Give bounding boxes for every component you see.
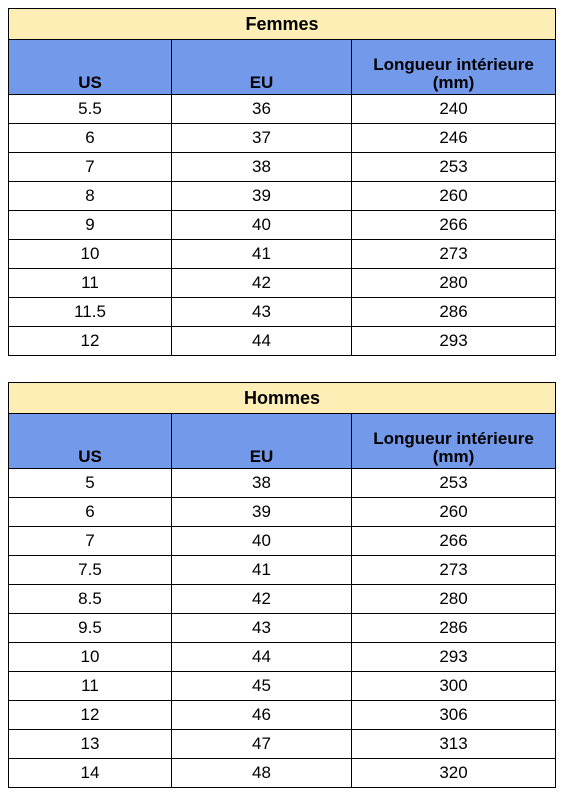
table-row — [9, 527, 556, 556]
cell-us: 6 — [9, 498, 172, 527]
cell-us: 7 — [9, 153, 172, 182]
table-row — [9, 643, 556, 672]
cell-us: 9.5 — [9, 614, 172, 643]
cell-eu: 40 — [172, 527, 352, 556]
cell-eu: 44 — [172, 327, 352, 356]
cell-eu: 47 — [172, 730, 352, 759]
size-table-femmes — [8, 8, 556, 356]
table-row — [9, 672, 556, 701]
table-row — [9, 95, 556, 124]
cell-eu: 41 — [172, 556, 352, 585]
cell-eu: 44 — [172, 643, 352, 672]
table-title: Hommes — [9, 383, 556, 414]
cell-length: 260 — [352, 498, 556, 527]
table-row — [9, 327, 556, 356]
cell-length: 246 — [352, 124, 556, 153]
column-header-length: Longueur intérieure (mm) — [352, 414, 556, 469]
table-row — [9, 124, 556, 153]
cell-us: 5 — [9, 469, 172, 498]
cell-us: 11 — [9, 269, 172, 298]
cell-us: 6 — [9, 124, 172, 153]
cell-eu: 39 — [172, 498, 352, 527]
cell-length: 313 — [352, 730, 556, 759]
cell-eu: 39 — [172, 182, 352, 211]
cell-us: 8 — [9, 182, 172, 211]
cell-eu: 37 — [172, 124, 352, 153]
cell-length: 266 — [352, 527, 556, 556]
table-row — [9, 498, 556, 527]
cell-length: 273 — [352, 240, 556, 269]
cell-length: 286 — [352, 614, 556, 643]
table-row — [9, 469, 556, 498]
cell-us: 5.5 — [9, 95, 172, 124]
cell-eu: 38 — [172, 469, 352, 498]
table-row — [9, 298, 556, 327]
table-row — [9, 182, 556, 211]
table-row — [9, 269, 556, 298]
cell-eu: 41 — [172, 240, 352, 269]
cell-length: 273 — [352, 556, 556, 585]
table-title: Femmes — [9, 9, 556, 40]
cell-length: 293 — [352, 327, 556, 356]
table-row — [9, 730, 556, 759]
cell-eu: 43 — [172, 298, 352, 327]
size-table-hommes — [8, 382, 556, 788]
cell-eu: 40 — [172, 211, 352, 240]
cell-us: 11.5 — [9, 298, 172, 327]
cell-length: 320 — [352, 759, 556, 788]
table-row — [9, 614, 556, 643]
column-header-eu: EU — [172, 414, 352, 469]
table-row — [9, 585, 556, 614]
table-row — [9, 759, 556, 788]
cell-eu: 43 — [172, 614, 352, 643]
cell-eu: 42 — [172, 269, 352, 298]
cell-us: 9 — [9, 211, 172, 240]
column-header-us: US — [9, 414, 172, 469]
table-row — [9, 240, 556, 269]
cell-us: 10 — [9, 240, 172, 269]
table-row — [9, 153, 556, 182]
cell-eu: 46 — [172, 701, 352, 730]
cell-us: 11 — [9, 672, 172, 701]
cell-us: 10 — [9, 643, 172, 672]
cell-length: 286 — [352, 298, 556, 327]
cell-length: 260 — [352, 182, 556, 211]
cell-length: 280 — [352, 585, 556, 614]
table-row — [9, 556, 556, 585]
column-header-length: Longueur intérieure (mm) — [352, 40, 556, 95]
column-header-eu: EU — [172, 40, 352, 95]
cell-us: 13 — [9, 730, 172, 759]
cell-eu: 38 — [172, 153, 352, 182]
cell-length: 306 — [352, 701, 556, 730]
cell-us: 14 — [9, 759, 172, 788]
cell-length: 266 — [352, 211, 556, 240]
cell-length: 300 — [352, 672, 556, 701]
column-header-us: US — [9, 40, 172, 95]
cell-us: 12 — [9, 701, 172, 730]
table-row — [9, 701, 556, 730]
cell-us: 12 — [9, 327, 172, 356]
cell-length: 240 — [352, 95, 556, 124]
cell-us: 7.5 — [9, 556, 172, 585]
cell-eu: 45 — [172, 672, 352, 701]
cell-eu: 36 — [172, 95, 352, 124]
cell-us: 8.5 — [9, 585, 172, 614]
cell-length: 253 — [352, 153, 556, 182]
cell-length: 253 — [352, 469, 556, 498]
cell-length: 293 — [352, 643, 556, 672]
cell-eu: 42 — [172, 585, 352, 614]
cell-length: 280 — [352, 269, 556, 298]
cell-us: 7 — [9, 527, 172, 556]
cell-eu: 48 — [172, 759, 352, 788]
table-row — [9, 211, 556, 240]
